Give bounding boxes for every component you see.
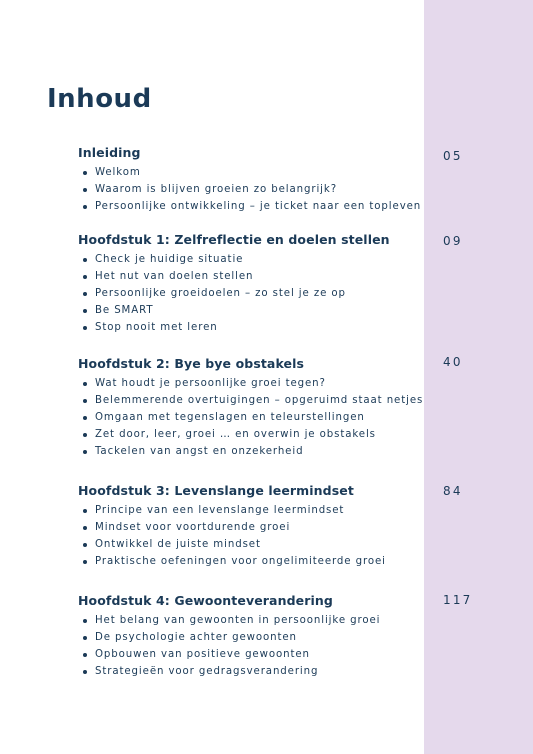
list-item: Praktische oefeningen voor ongelimiteerde groei xyxy=(78,553,418,570)
list-item: Mindset voor voortdurende groei xyxy=(78,519,418,536)
toc-section-hoofdstuk-4 xyxy=(78,593,418,680)
list-item: Waarom is blijven groeien zo belangrijk? xyxy=(78,181,418,198)
section-heading: Hoofdstuk 3: Levenslange leermindset xyxy=(78,483,354,498)
page-number: 05 xyxy=(443,149,463,163)
section-heading: Hoofdstuk 2: Bye bye obstakels xyxy=(78,356,305,371)
list-item: Persoonlijke ontwikkeling – je ticket naar een topleven xyxy=(78,198,418,215)
page-number: 40 xyxy=(443,355,463,369)
section-items xyxy=(78,375,424,460)
section-heading: Hoofdstuk 1: Zelfreflectie en doelen stellen xyxy=(78,232,390,247)
section-items xyxy=(78,251,418,336)
page-number: 117 xyxy=(443,593,473,607)
list-item: Stop nooit met leren xyxy=(78,319,418,336)
list-item: De psychologie achter gewoonten xyxy=(78,629,418,646)
list-item: Tackelen van angst en onzekerheid xyxy=(78,443,418,460)
list-item: Strategieën voor gedragsverandering xyxy=(78,663,418,680)
page-number: 84 xyxy=(443,484,463,498)
list-item: Check je huidige situatie xyxy=(78,251,418,268)
list-item: Het nut van doelen stellen xyxy=(78,268,418,285)
toc-section-hoofdstuk-2 xyxy=(78,356,424,460)
page-title: Inhoud xyxy=(47,84,152,114)
section-items xyxy=(78,164,422,215)
list-item: Wat houdt je persoonlijke groei tegen? xyxy=(78,375,418,392)
list-item: Welkom xyxy=(78,164,418,181)
list-item: Zet door, leer, groei … en overwin je obstakels xyxy=(78,426,418,443)
toc-section-hoofdstuk-3 xyxy=(78,483,418,570)
list-item: Belemmerende overtuigingen – opgeruimd staat netjes xyxy=(78,392,418,409)
list-item: Opbouwen van positieve gewoonten xyxy=(78,646,418,663)
page-number-column xyxy=(424,0,533,754)
section-heading: Hoofdstuk 4: Gewoonteverandering xyxy=(78,593,333,608)
list-item: Persoonlijke groeidoelen – zo stel je ze op xyxy=(78,285,418,302)
section-items xyxy=(78,502,418,570)
list-item: Het belang van gewoonten in persoonlijke groei xyxy=(78,612,418,629)
list-item: Omgaan met tegenslagen en teleurstellingen xyxy=(78,409,418,426)
section-items xyxy=(78,612,418,680)
toc-section-inleiding xyxy=(78,145,422,215)
section-heading: Inleiding xyxy=(78,145,141,160)
page-number: 09 xyxy=(443,234,463,248)
toc-section-hoofdstuk-1 xyxy=(78,232,418,336)
list-item: Ontwikkel de juiste mindset xyxy=(78,536,418,553)
list-item: Principe van een levenslange leermindset xyxy=(78,502,418,519)
list-item: Be SMART xyxy=(78,302,418,319)
